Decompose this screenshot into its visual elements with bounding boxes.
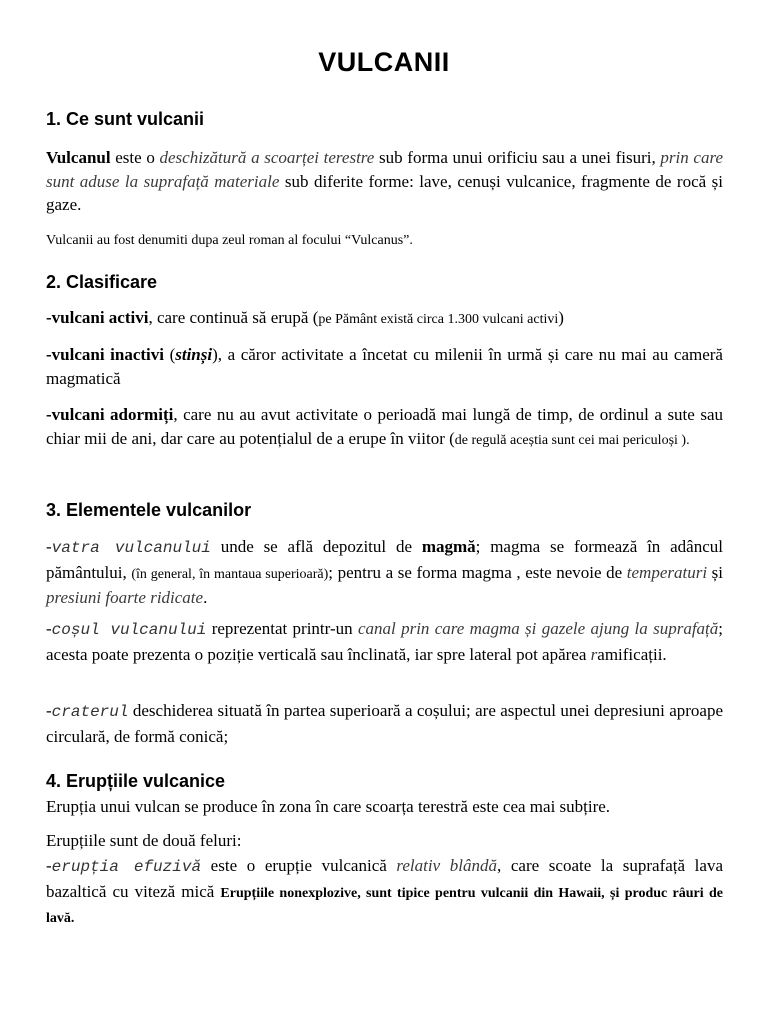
crater-paragraph xyxy=(46,699,723,748)
text-run: unde se află depozitul de xyxy=(210,537,422,556)
text-run: ) xyxy=(558,308,564,327)
term-magma: magmă xyxy=(421,537,476,556)
text-run: reprezentat printr-un xyxy=(206,619,358,638)
term-crater: craterul xyxy=(51,703,129,721)
section-2-heading: 2. Clasificare xyxy=(46,272,158,292)
section-4-heading: 4. Erupțiile vulcanice xyxy=(46,771,226,791)
italic-run: relativ blândă xyxy=(396,856,497,875)
small-run: ). xyxy=(677,432,690,448)
text-run: ; acesta poate prezenta o poziție verticală sau înclinată, iar spre lateral pot apărea xyxy=(46,619,724,664)
italic-run: deschizătură a scoarței terestre xyxy=(159,148,375,167)
term-vatra: vatra vulcanului xyxy=(51,539,211,557)
text-run: sub forma unui orificiu sau a unei fisuri, xyxy=(374,148,661,167)
active-volcanoes xyxy=(46,306,723,332)
small-run: de regulă aceștia sunt cei mai periculoși xyxy=(454,432,678,448)
text-run: - xyxy=(46,856,52,875)
term-efusive: erupția efuzivă xyxy=(51,858,202,876)
text-run: - xyxy=(46,537,52,556)
text-run: . xyxy=(203,588,208,607)
text-run: este o erupție vulcanică xyxy=(201,856,397,875)
section-1-paragraph-1 xyxy=(46,146,723,217)
text-run: - xyxy=(46,619,52,638)
section-1-heading: 1. Ce sunt vulcanii xyxy=(46,109,205,129)
term-inactive: -vulcani inactivi xyxy=(46,345,164,364)
text-run: ( xyxy=(163,345,176,364)
section-4-paragraph-1: Erupția unui vulcan se produce în zona în care scoarța terestră este cea mai subțire. xyxy=(46,797,611,816)
term-active: -vulcani activi xyxy=(46,308,149,327)
small-run: (în general, în mantaua superioară) xyxy=(131,566,329,582)
text-run: ; pentru a se forma magma , este nevoie de xyxy=(328,562,627,582)
text-run: este o xyxy=(110,148,160,167)
page-title: VULCANII xyxy=(318,47,450,77)
text-run: ; magma se formează în adâncul pământului, xyxy=(46,537,723,582)
text-run: ), a căror activitate a încetat cu milenii în urmă și care nu mai au cameră magmatică xyxy=(46,345,723,388)
small-run: Erupțiile nonexplozive, sunt tipice pentru vulcanii din Hawaii, și produc râuri de lavă. xyxy=(46,885,724,926)
text-run: amificații. xyxy=(597,644,667,664)
text-run: și xyxy=(707,562,723,582)
section-1-paragraph-2: Vulcanii au fost denumiti dupa zeul roman al focului “Vulcanus”. xyxy=(46,233,413,248)
vatra-paragraph xyxy=(46,535,723,610)
cosul-paragraph xyxy=(46,617,723,666)
efusive-eruption-paragraph xyxy=(46,854,723,931)
italic-run: prin care sunt aduse la suprafață materiale xyxy=(46,148,724,191)
text-run: - xyxy=(46,701,52,720)
text-run: , care continuă să erupă ( xyxy=(148,308,319,327)
section-3-heading: 3. Elementele vulcanilor xyxy=(46,500,252,520)
dormant-volcanoes xyxy=(46,403,723,452)
term-vulcanul: Vulcanul xyxy=(46,148,111,167)
italic-run: presiuni foarte ridicate xyxy=(46,588,204,607)
italic-run: temperaturi xyxy=(626,562,708,582)
text-run: sub diferite forme: lave, cenuși vulcanice, fragmente de rocă și gaze. xyxy=(46,171,723,214)
term-cosul: coșul vulcanului xyxy=(51,621,207,639)
italic-run: canal prin care magma și gazele ajung la suprafață xyxy=(357,619,719,638)
text-run: deschiderea situată în partea superioară a coșului; are aspectul unei depresiuni aproape circulară, de formă conică; xyxy=(46,701,723,746)
inactive-volcanoes xyxy=(46,343,723,390)
section-4-paragraph-2: Erupțiile sunt de două feluri: xyxy=(46,831,242,850)
term-stinsi: stinși xyxy=(175,345,213,364)
text-run: , care nu au avut activitate o perioadă mai lungă de timp, de ordinul a sute sau chiar mii de ani, dar care au potențialul de a erupe în viitor ( xyxy=(46,405,723,448)
small-run: pe Pământ există circa 1.300 vulcani activi xyxy=(318,312,559,327)
italic-run: r xyxy=(590,644,598,664)
term-dormant: -vulcani adormiți xyxy=(46,405,174,424)
text-run: , care scoate la suprafață lava bazaltică cu viteză mică xyxy=(46,856,723,901)
